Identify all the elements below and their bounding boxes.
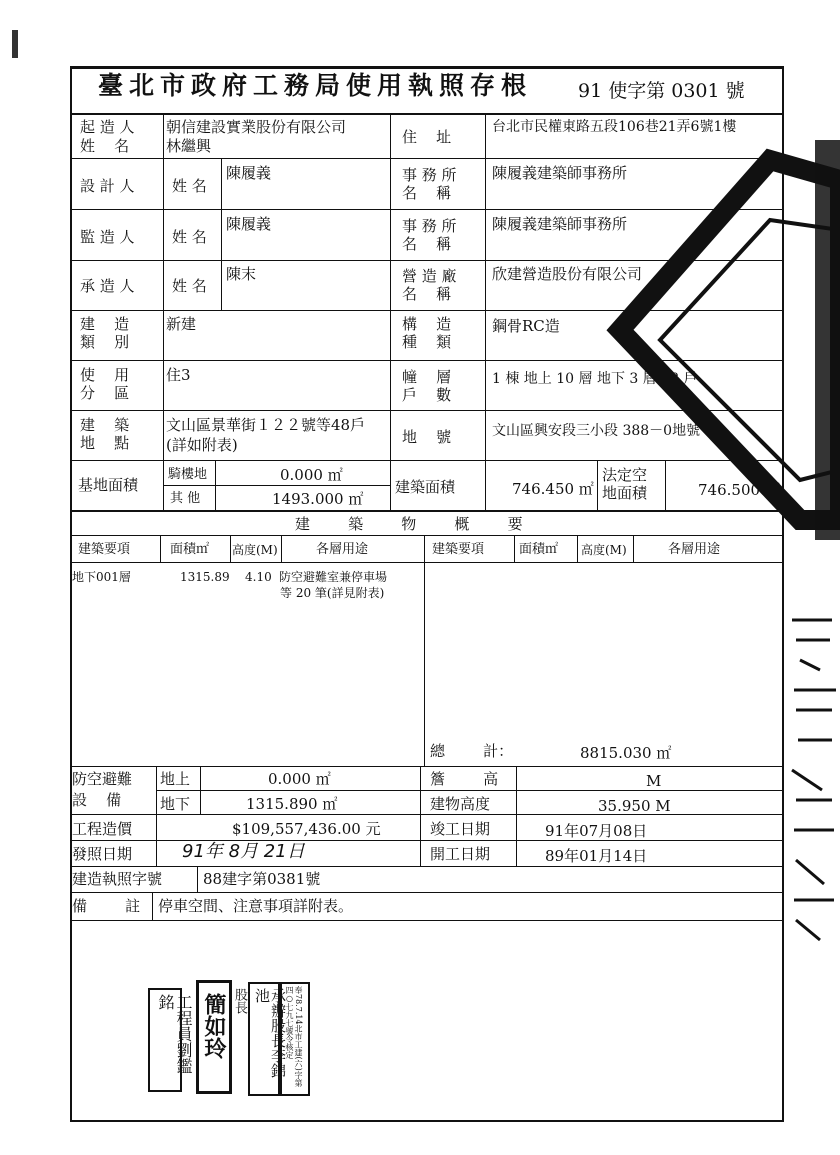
contractor-name: 陳末 [226,265,257,283]
address-label: 住 址 [402,128,452,146]
shelter-label: 防空避難 設 備 [72,770,133,809]
vline [281,536,282,562]
build-area-value: 746.450 ㎡ [512,480,594,498]
legal-open-value: 746.500 ㎡ [698,481,780,499]
build-type-label: 建 造 類 別 [80,315,130,351]
designer-name-label: 姓 名 [172,177,207,195]
document-number: 91 使字第 0301 號 [578,80,745,102]
vline [160,536,161,562]
lot-label: 地 號 [402,428,452,446]
seal-name: 簡如玲 [196,980,232,1094]
start-label: 開工日期 [430,845,491,863]
total-label: 總 計： [430,742,514,760]
overview-header: 建 築 物 概 要 [295,515,523,533]
hline [72,920,784,921]
hline [163,485,390,486]
vline [390,114,391,510]
structure-label: 構 造 種 類 [402,315,452,351]
shelter-above-label: 地上 [160,770,191,788]
supervisor-name-label: 姓 名 [172,228,207,246]
floors: 1 棟 地上 10 層 地下 3 層 48 戶 [492,371,698,387]
issue-value: 91年 8月 21日 [182,841,305,862]
hline [72,766,784,767]
hline [156,790,784,791]
permit-label: 建造執照字號 [72,870,163,888]
remark-label: 備 註 [72,897,141,915]
supervisor-office: 陳履義建築師事務所 [492,215,628,233]
vline [420,766,421,866]
hline [72,866,784,867]
frame-top [72,66,784,69]
supervisor-name: 陳履義 [226,215,272,233]
shelter-below-value: 1315.890 ㎡ [246,795,338,813]
floors-label: 幢 層 戶 數 [402,368,452,404]
vline [152,892,153,920]
arcade-label: 騎樓地 [168,467,208,482]
designer-office: 陳履義建築師事務所 [492,164,628,182]
vline [577,536,578,562]
base-area-label: 基地面積 [78,476,139,494]
contractor-name-label: 姓 名 [172,277,207,295]
col-header-area: 面積㎡ [170,542,210,557]
eave-label: 簷 高 [430,770,499,788]
seal-engineer: 工程員劉鑑銘 [148,988,182,1092]
vline [163,114,164,159]
col-header-area-2: 面積㎡ [519,542,559,557]
col-header-use: 各層用途 [316,542,369,557]
owner-label: 起 造 人 姓 名 [80,118,135,155]
designer-label: 設 計 人 [80,177,135,195]
total-value: 8815.030 ㎡ [580,744,672,762]
scan-speck [12,30,18,58]
hline [72,892,784,893]
height-label: 建物高度 [430,795,491,813]
cost-label: 工程造價 [72,820,133,838]
owner-person: 林繼興 [166,137,212,155]
col-header-item: 建築要項 [78,542,131,557]
lot-number: 文山區興安段三小段 388－0地號 [492,423,701,439]
use-zone-label: 使 用 分 區 [80,366,130,402]
col-header-height-2: 高度(M) [581,543,627,557]
vline [197,866,198,892]
contractor-factory-label: 營 造 廠 名 稱 [402,267,457,303]
diagonal-stamp-graphic [600,140,840,540]
complete-value: 91年07月08日 [545,822,648,840]
use-zone: 住3 [166,366,191,384]
overview-row-use: 防空避難室兼停車場 [279,570,388,584]
shelter-below-label: 地下 [160,795,191,813]
build-area-label: 建築面積 [395,478,456,496]
hline [72,113,784,115]
page-title: 臺北市政府工務局使用執照存根 [98,71,533,100]
vline [230,536,231,562]
col-header-item-2: 建築要項 [432,542,485,557]
structure: 鋼骨RC造 [492,317,560,335]
eave-value: M [646,772,662,790]
site-note: (詳如附表) [166,436,238,454]
designer-name: 陳履義 [226,164,272,182]
height-value: 35.950 M [598,797,671,815]
contractor-factory: 欣建營造股份有限公司 [492,265,643,283]
vline [516,766,517,866]
complete-label: 竣工日期 [430,820,491,838]
overview-row-item: 地下001層 [72,570,131,584]
vline [514,536,515,562]
legal-open-label: 法定空 地面積 [602,466,648,502]
other-value: 1493.000 ㎡ [272,490,364,508]
hline [72,814,784,815]
contractor-label: 承 造 人 [80,277,135,295]
seal-approval: 奉78.7.14北市工建(六)字第四○七九七號令核定 [280,982,310,1096]
margin-marks-graphic [786,560,840,960]
issue-label: 發照日期 [72,845,133,863]
arcade-value: 0.000 ㎡ [280,466,343,484]
frame-bottom [70,1120,784,1122]
supervisor-label: 監 造 人 [80,228,135,246]
permit-value: 88建字第0381號 [203,870,321,888]
hline [72,562,784,563]
owner-address: 台北市民權東路五段106巷21弄6號1樓 [492,119,737,135]
other-label: 其 他 [170,491,201,506]
col-header-use-2: 各層用途 [668,542,721,557]
cost-value: $109,557,436.00 元 [232,820,381,838]
start-value: 89年01月14日 [545,847,648,865]
seal-block [128,978,313,1096]
supervisor-office-label: 事 務 所 名 稱 [402,217,457,253]
overview-row-use-2: 等 20 筆(詳見附表) [280,586,385,600]
hline [72,840,784,841]
shelter-above-value: 0.000 ㎡ [268,770,331,788]
site-label: 建 築 地 點 [80,416,130,452]
vline [597,461,598,510]
build-type: 新建 [166,315,197,333]
vline [156,766,157,866]
seal-chief: 承辦股長李錦池 [248,982,280,1096]
overview-row-height: 4.10 [245,570,272,584]
overview-row-area: 1315.89 [180,570,230,584]
vline [221,158,222,310]
seal-chief-label: 股長 [232,988,247,1014]
vline [163,158,164,310]
site-address: 文山區景華街１２２號等48戶 [166,416,366,434]
designer-office-label: 事 務 所 名 稱 [402,166,457,202]
vline [485,114,486,510]
owner-company: 朝信建設實業股份有限公司 [166,118,347,136]
col-header-height: 高度(M) [232,543,278,557]
frame-left [70,66,72,1121]
remark-value: 停車空間、注意事項詳附表。 [158,897,354,915]
vline [424,536,425,766]
